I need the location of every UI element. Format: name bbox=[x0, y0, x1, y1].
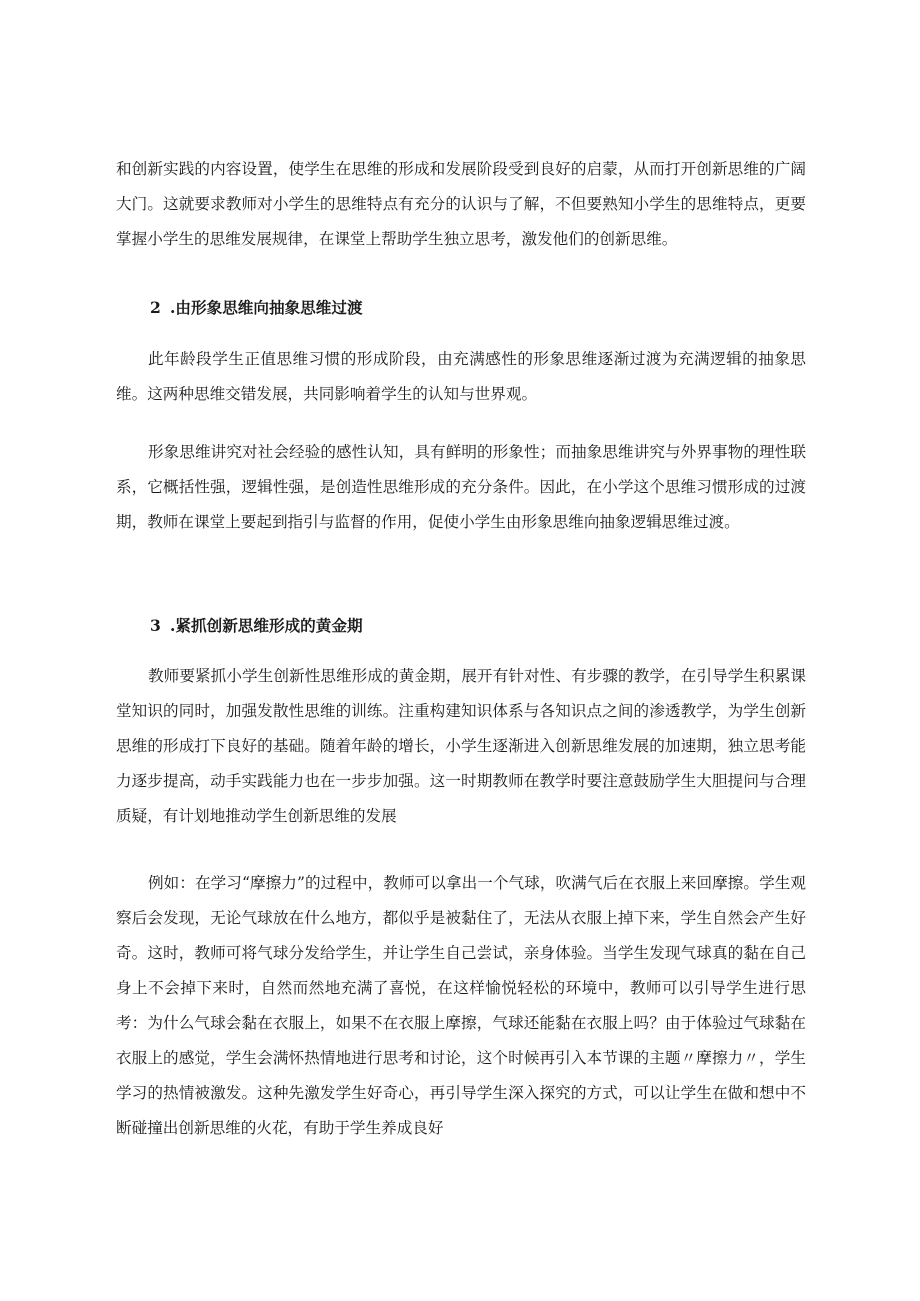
paragraph-thinking-stage: 此年龄段学生正值思维习惯的形成阶段，由充满感性的形象思维逐渐过渡为充满逻辑的抽象思维。这两种思维交错发展，共同影响着学生的认知与世界观。 bbox=[116, 350, 806, 403]
paragraph-golden-period: 教师要紧抓小学生创新性思维形成的黄金期，展开有针对性、有步骤的教学，在引导学生积累课堂知识的同时，加强发散性思维的训练。注重构建知识体系与各知识点之间的渗透教学，为学生创新思维的形成打下良好的基础。随着年龄的增长，小学生逐渐进入创新思维发展的加速期，独立思考能力逐步提高，动手实践能力也在一步步加强。这一时期教师在教学时要注意鼓励学生大胆提问与合理质疑，有计划地推动学生创新思维的发展 bbox=[116, 667, 806, 825]
section-heading-3-number: 3 bbox=[150, 616, 161, 635]
section-heading-2-title: .由形象思维向抽象思维过渡 bbox=[170, 298, 363, 317]
paragraph-friction-example: 例如：在学习“摩擦力”的过程中，教师可以拿出一个气球，吹满气后在衣服上来回摩擦。学生观察后会发现，无论气球放在什么地方，都似乎是被黏住了，无法从衣服上掉下来，学生自然会产生好奇。这时，教师可将气球分发给学生，并让学生自己尝试，亲身体验。当学生发现气球真的黏在自己身上不会掉下来时，自然而然地充满了喜悦，在这样愉悦轻松的环境中，教师可以引导学生进行思考：为什么气球会黏在衣服上，如果不在衣服上摩擦，气球还能黏在衣服上吗？由于体验过气球黏在衣服上的感觉，学生会满怀热情地进行思考和讨论，这个时候再引入本节课的主题〃摩擦力〃，学生学习的热情被激发。这种先激发学生好奇心，再引导学生深入探究的方式，可以让学生在做和想中不断碰撞出创新思维的火花，有助于学生养成良好 bbox=[116, 874, 806, 1137]
section-heading-2 bbox=[150, 290, 363, 325]
section-heading-3 bbox=[150, 608, 363, 643]
section-heading-2-number: 2 bbox=[150, 298, 161, 317]
paragraph-intro-continuation: 和创新实践的内容设置，使学生在思维的形成和发展阶段受到良好的启蒙，从而打开创新思维的广阔大门。这就要求教师对小学生的思维特点有充分的认识与了解，不但要熟知小学生的思维特点，更要掌握小学生的思维发展规律，在课堂上帮助学生独立思考，激发他们的创新思维。 bbox=[116, 160, 806, 248]
paragraph-image-vs-abstract: 形象思维讲究对社会经验的感性认知，具有鲜明的形象性；而抽象思维讲究与外界事物的理性联系，它概括性强，逻辑性强，是创造性思维形成的充分条件。因此，在小学这个思维习惯形成的过渡期，教师在课堂上要起到指引与监督的作用，促使小学生由形象思维向抽象逻辑思维过渡。 bbox=[116, 443, 806, 531]
section-heading-3-title: .紧抓创新思维形成的黄金期 bbox=[170, 616, 363, 635]
